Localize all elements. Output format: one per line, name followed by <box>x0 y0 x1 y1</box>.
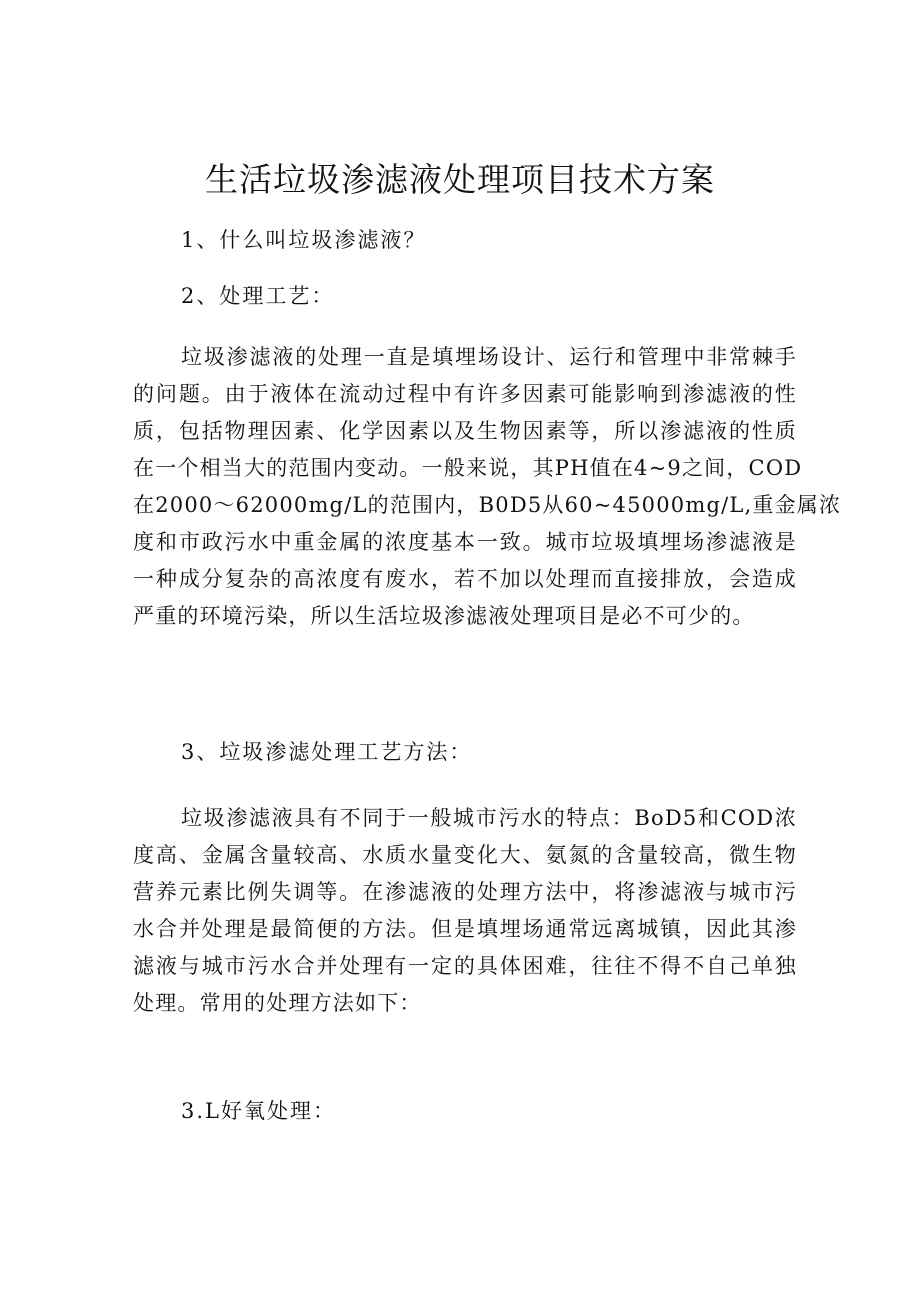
section-heading-treatment-methods: 3、垃圾渗滤处理工艺方法： <box>181 740 473 764</box>
paragraph-line: 在一个相当大的范围内变动。一般来说，其PH值在4~9之间，COD <box>133 456 803 480</box>
paragraph-leachate-characteristics <box>133 800 797 1022</box>
paragraph-line: 垃圾渗滤液具有不同于一般城市污水的特点：BoD5和COD浓 <box>181 806 797 830</box>
paragraph-leachate-overview <box>133 339 842 635</box>
paragraph-line: 在2000～62000mg∕L的范围内，B0D5从60~45000mg∕L,重金属浓 <box>133 493 842 517</box>
paragraph-line: 处理。常用的处理方法如下： <box>133 991 422 1015</box>
paragraph-line: 严重的环境污染，所以生活垃圾渗滤液处理项目是必不可少的。 <box>133 604 755 628</box>
paragraph-line: 一种成分复杂的高浓度有废水，若不加以处理而直接排放，会造成 <box>133 567 797 591</box>
section-heading-treatment-process: 2、处理工艺： <box>181 284 335 308</box>
paragraph-line: 水合并处理是最简便的方法。但是填埋场通常远离城镇，因此其渗 <box>133 917 797 941</box>
section-heading-what-is-leachate: 1、什么叫垃圾渗滤液？ <box>181 228 427 252</box>
section-heading-aerobic-treatment: 3.L好氧处理： <box>181 1099 336 1123</box>
paragraph-line: 营养元素比例失调等。在渗滤液的处理方法中，将渗滤液与城市污 <box>133 880 797 904</box>
document-title: 生活垃圾渗滤液处理项目技术方案 <box>205 160 715 199</box>
paragraph-line: 度和市政污水中重金属的浓度基本一致。城市垃圾填埋场渗滤液是 <box>133 530 797 554</box>
paragraph-line: 质，包括物理因素、化学因素以及生物因素等，所以渗滤液的性质 <box>133 419 797 443</box>
paragraph-line: 度高、金属含量较高、水质水量变化大、氨氮的含量较高，微生物 <box>133 843 797 867</box>
paragraph-line: 垃圾渗滤液的处理一直是填埋场设计、运行和管理中非常棘手 <box>181 345 797 369</box>
paragraph-line: 滤液与城市污水合并处理有一定的具体困难，往往不得不自己单独 <box>133 954 797 978</box>
paragraph-line: 的问题。由于液体在流动过程中有许多因素可能影响到渗滤液的性 <box>133 382 797 406</box>
